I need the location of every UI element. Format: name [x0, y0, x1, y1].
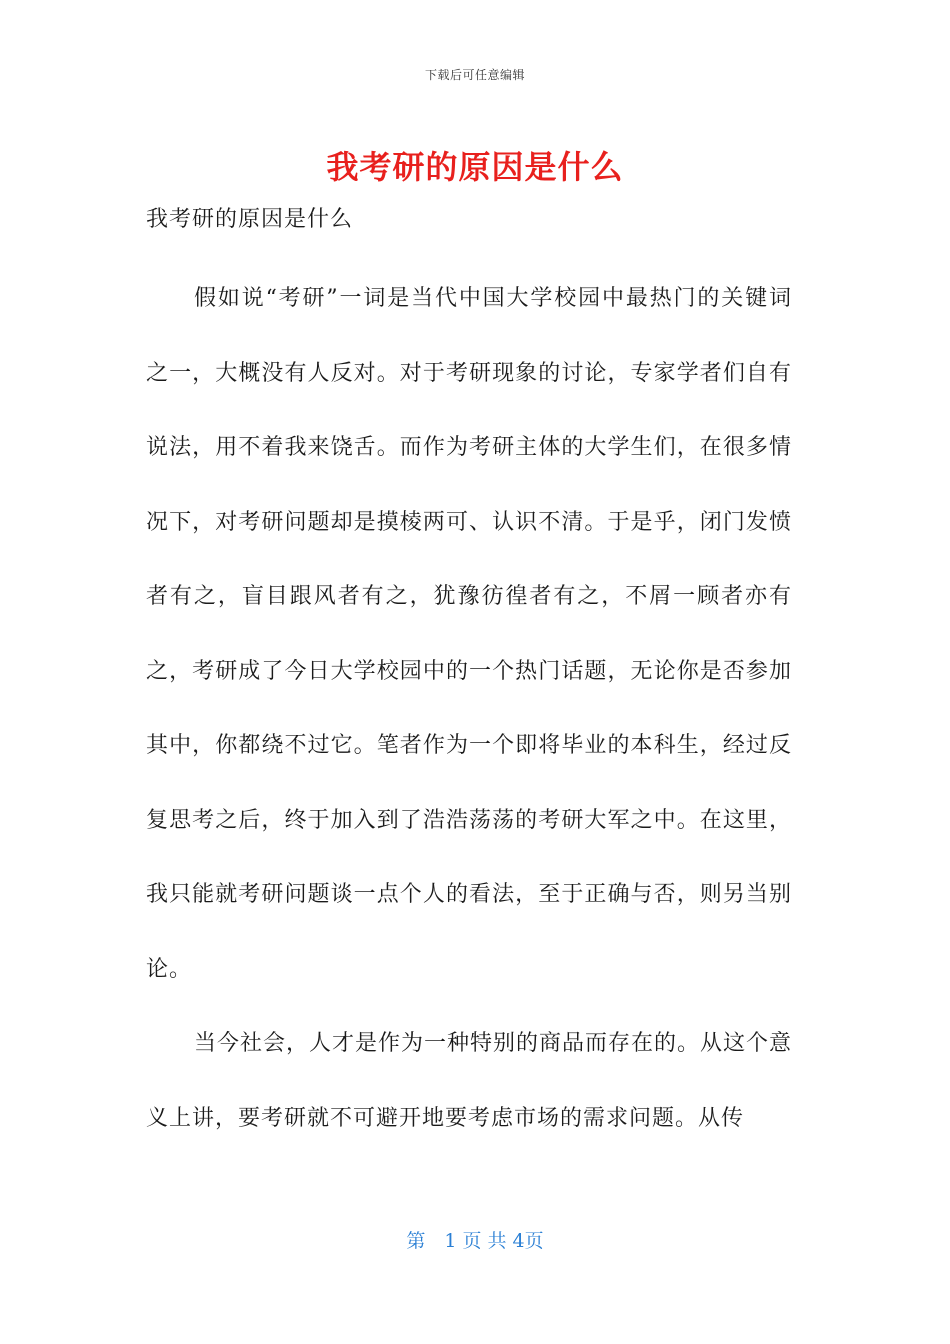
document-body: [146, 200, 792, 1156]
paragraph-2: 当今社会，人才是作为一种特别的商品而存在的。从这个意义上讲，要考研就不可避开地要考虑市场的需求问题。从传: [146, 1031, 793, 1131]
page-number: [0, 1226, 950, 1253]
paragraph-1: 假如说“考研”一词是当代中国大学校园中最热门的关键词之一，大概没有人反对。对于考研现象的讨论，专家学者们自有说法，用不着我来饶舌。而作为考研主体的大学生们，在很多情况下，对考研问题却是摸棱两可、认识不清。于是乎，闭门发愤者有之，盲目跟风者有之，犹豫彷徨者有之，不屑一顾者亦有之，考研成了今日大学校园中的一个热门话题，无论你是否参加其中，你都绕不过它。笔者作为一个即将毕业的本科生，经过反复思考之后，终于加入到了浩浩荡荡的考研大军之中。在这里，我只能就考研问题谈一点个人的看法，至于正确与否，则另当别论。: [146, 286, 792, 982]
page-number-label: 第 1 页 共 4页: [406, 1230, 544, 1252]
document-title: 我考研的原因是什么: [326, 148, 624, 186]
document-subtitle: 我考研的原因是什么: [146, 207, 354, 232]
header-note: 下载后可任意编辑: [424, 68, 525, 82]
